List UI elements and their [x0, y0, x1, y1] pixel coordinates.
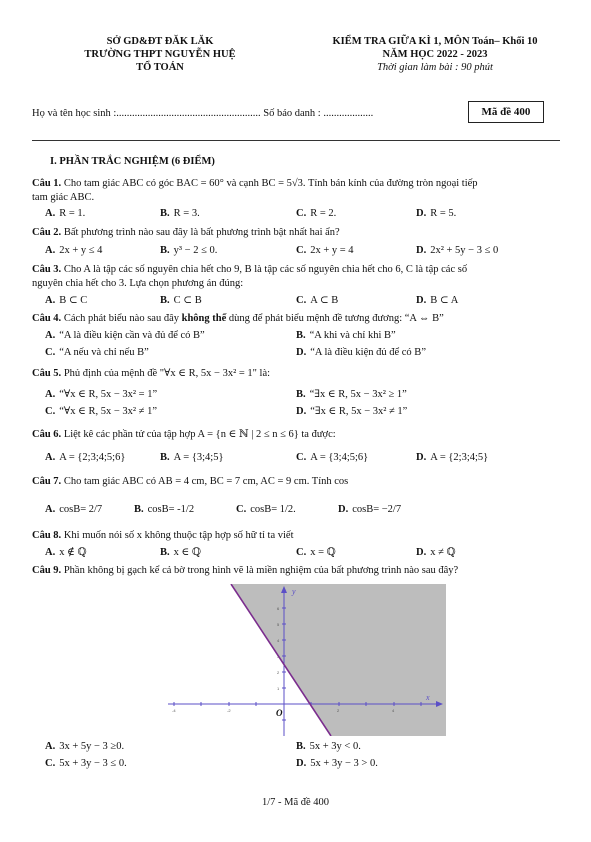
q1-option-a[interactable]: A. R = 1. [45, 208, 86, 219]
q2-option-b[interactable]: B. y³ − 2 ≤ 0. [160, 245, 218, 256]
q7-option-c[interactable]: C. cosB= 1/2. [236, 504, 296, 515]
svg-text:-2: -2 [227, 708, 231, 713]
q9-option-a[interactable]: A. 3x + 5y − 3 ≥0. [45, 741, 125, 752]
section-title: I. PHẦN TRẮC NGHIỆM (6 ĐIỂM) [50, 156, 215, 167]
q2-option-c[interactable]: C. 2x + y = 4 [296, 245, 354, 256]
q4-option-c[interactable]: C. “A nếu và chỉ nếu B” [45, 347, 149, 358]
school-year: NĂM HỌC 2022 - 2023 [382, 49, 488, 60]
x-axis-label: x [426, 693, 430, 702]
svg-text:2: 2 [277, 670, 280, 675]
question-5: Câu 5. Phủ định của mệnh đề "∀x ∈ R, 5x − 3x² = 1" là: [32, 368, 271, 379]
q4-option-a[interactable]: A. “A là điều kiện cần và đủ để có B” [45, 330, 205, 341]
svg-text:4: 4 [277, 638, 280, 643]
q3-option-c[interactable]: C. A ⊂ B [296, 295, 339, 306]
question-7: Câu 7. Cho tam giác ABC có AB = 4 cm, BC = 7 cm, AC = 9 cm. Tính cos [32, 476, 349, 487]
question-1-cont: tam giác ABC. [32, 192, 95, 203]
q8-option-b[interactable]: B. x ∈ ℚ [160, 547, 202, 558]
page-footer: 1/7 - Mã đề 400 [261, 797, 330, 808]
q6-option-c[interactable]: C. A = {3;4;5;6} [296, 452, 369, 463]
q5-option-a[interactable]: A. “∀x ∈ R, 5x − 3x² = 1” [45, 389, 158, 400]
student-info-line: Họ và tên học sinh :....................................................... Số báo danh : ................... [32, 108, 374, 119]
q6-option-b[interactable]: B. A = {3;4;5} [160, 452, 224, 463]
question-1 [32, 178, 478, 189]
q9-option-d[interactable]: D. 5x + 3y − 3 > 0. [296, 758, 378, 769]
exam-code-box [468, 101, 544, 123]
svg-text:2: 2 [337, 708, 340, 713]
school-department: SỞ GD&ĐT ĐĂK LĂK [106, 36, 214, 47]
svg-text:5: 5 [277, 622, 280, 627]
q4-option-d[interactable]: D. “A là điều kiện đủ để có B” [296, 347, 426, 358]
q6-option-a[interactable]: A. A = {2;3;4;5;6} [45, 452, 126, 463]
q3-option-d[interactable]: D. B ⊂ A [416, 295, 459, 306]
q1-option-c[interactable]: C. R = 2. [296, 208, 337, 219]
q9-option-b[interactable]: B. 5x + 3y < 0. [296, 741, 361, 752]
q5-option-b[interactable]: B. “∃x ∈ R, 5x − 3x² ≥ 1” [296, 389, 407, 400]
q5-option-c[interactable]: C. “∀x ∈ R, 5x − 3x² ≠ 1” [45, 406, 157, 417]
q2-option-a[interactable]: A. 2x + y ≤ 4 [45, 245, 103, 256]
svg-text:1: 1 [277, 686, 280, 691]
q1-option-d[interactable]: D. R = 5. [416, 208, 457, 219]
q1-option-b[interactable]: B. R = 3. [160, 208, 200, 219]
y-axis-label: y [292, 587, 296, 596]
question-4: Câu 4. Cách phát biểu nào sau đây không thể dùng để phát biểu mệnh đề tương đương: “A ⇔ B” [32, 313, 444, 324]
question-3-cont: nguyên chia hết cho 3. Lựa chọn phương án đúng: [32, 278, 244, 289]
origin-label: O [276, 708, 283, 718]
inequality-region-graph [160, 584, 446, 736]
q3-option-b[interactable]: B. C ⊂ B [160, 295, 202, 306]
question-9: Câu 9. Phần không bị gạch kể cả bờ trong hình vẽ là miền nghiệm của bất phương trình nào sau đây? [32, 565, 459, 576]
svg-text:4: 4 [392, 708, 395, 713]
question-8: Câu 8. Khi muốn nói số x không thuộc tập hợp số hữ tỉ ta viết [32, 530, 294, 541]
svg-text:6: 6 [277, 606, 280, 611]
divider [32, 140, 560, 141]
q7-option-b[interactable]: B. cosB= -1/2 [134, 504, 195, 515]
school-name: TRƯỜNG THPT NGUYỄN HUỆ [84, 49, 236, 60]
q7-option-d[interactable]: D. cosB= −2/7 [338, 504, 402, 515]
q4-option-b[interactable]: B. “A khi và chỉ khi B” [296, 330, 396, 341]
q8-option-a[interactable]: A. x ∉ ℚ [45, 547, 87, 558]
q6-option-d[interactable]: D. A = {2;3;4;5} [416, 452, 489, 463]
time-allowed: Thời gian làm bài : 90 phút [377, 62, 493, 73]
exam-code: Mã đề 400 [481, 106, 531, 118]
exam-title: KIỂM TRA GIỮA KÌ 1, MÔN Toán– Khối 10 [332, 36, 538, 47]
department-name: TỔ TOÁN [136, 62, 184, 73]
svg-text:-4: -4 [172, 708, 176, 713]
question-6: Câu 6. Liệt kê các phần tử của tập hợp A = {n ∈ ℕ | 2 ≤ n ≤ 6} ta được: [32, 429, 336, 440]
q5-option-d[interactable]: D. “∃x ∈ R, 5x − 3x² ≠ 1” [296, 406, 408, 417]
q8-option-d[interactable]: D. x ≠ ℚ [416, 547, 456, 558]
question-2: Câu 2. Bất phương trình nào sau đây là bất phương trình bật nhất hai ẩn? [32, 227, 340, 238]
q7-option-a[interactable]: A. cosB= 2/7 [45, 504, 103, 515]
q3-option-a[interactable]: A. B ⊂ C [45, 295, 88, 306]
q2-option-d[interactable]: D. 2x² + 5y − 3 ≤ 0 [416, 245, 499, 256]
question-3: Câu 3. Cho A là tập các số nguyên chia hết cho 9, B là tập các số nguyên chia hết cho 6, C là tập các số [32, 264, 468, 275]
question-label: Câu 1. [32, 178, 62, 189]
q8-option-c[interactable]: C. x = ℚ [296, 547, 336, 558]
q9-option-c[interactable]: C. 5x + 3y − 3 ≤ 0. [45, 758, 127, 769]
question-text: Cho tam giác ABC có góc BAC = 60° và cạnh BC = 5√3. Tính bán kính của đường tròn ngoại tiếp [61, 178, 478, 189]
